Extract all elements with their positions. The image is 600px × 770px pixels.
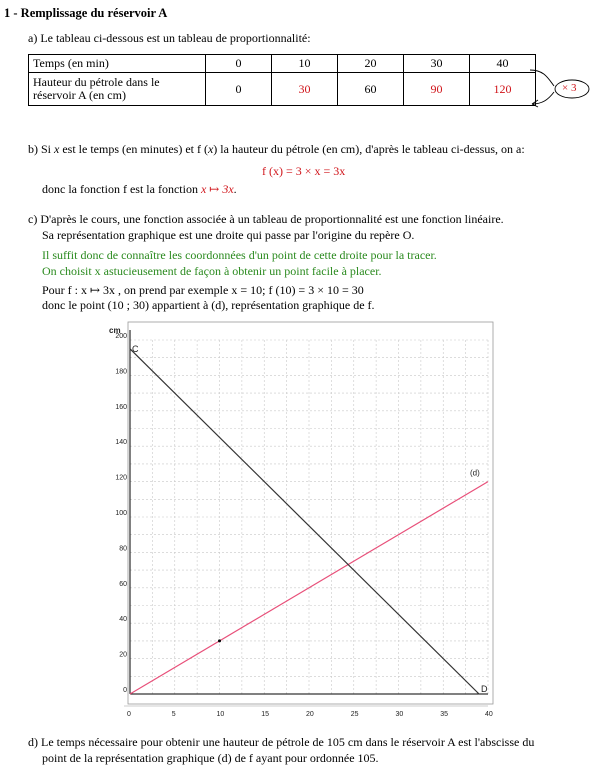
graph [100,320,500,720]
table-cell: 90 [404,73,470,106]
y-axis-label: cm [109,326,121,335]
y-tick-label: 20 [119,651,127,659]
grid [130,340,488,694]
x-tick-label: 5 [171,711,176,718]
var-x: x [207,142,214,156]
y-tick-label: 0 [123,687,127,694]
y-tick-label: 60 [119,580,127,588]
point-c-label: C [132,343,139,354]
row-label-line: Hauteur du pétrole dans le [33,75,160,89]
y-tick-label: 40 [119,616,127,624]
text: donc la fonction f est la fonction [42,182,201,196]
x-tick-label: 35 [440,711,449,718]
table-row [29,73,536,106]
point-d-label: D [481,684,488,694]
y-tick-label: 200 [115,333,127,340]
table-cell: 40 [470,55,536,73]
table-cell: 20 [338,55,404,73]
row-label-height [29,73,206,106]
part-c-line6: donc le point (10 ; 30) appartient à (d), représentation graphique de f. [42,298,375,312]
part-c-hint2: On choisit x astucieusement de façon à obtenir un point facile à placer. [42,264,382,278]
x-tick-label: 0 [127,711,131,718]
text: b) Si [28,142,55,156]
table-cell: 120 [470,73,536,106]
row-label-line: réservoir A (en cm) [33,88,126,102]
table-cell: 0 [206,55,272,73]
part-c-line1: c) D'après le cours, une fonction associée à un tableau de proportionnalité est une fonction linéaire. [28,212,504,226]
y-tick-label: 80 [119,545,127,553]
y-tick-label: 160 [115,403,127,411]
part-b-line1 [28,142,525,157]
table-row [29,55,536,73]
line-d-label: (d) [470,468,480,478]
table-cell: 30 [404,55,470,73]
table-cell: 60 [338,73,404,106]
y-tick-label: 100 [115,510,127,517]
x-tick-label: 40 [485,711,493,718]
y-tick-label: 140 [115,439,127,447]
text: est le temps (en minutes) et f ( [59,142,208,156]
x-tick-label: 20 [306,711,314,718]
section-heading: 1 - Remplissage du réservoir A [4,6,168,20]
table-cell: 30 [272,73,338,106]
part-b-line3 [42,182,237,197]
table-cell: 0 [206,73,272,106]
part-d-line2: point de la représentation graphique (d) de f ayant pour ordonnée 105. [42,751,379,765]
x-tick-label: 30 [395,711,404,718]
part-c-hint1: Il suffit donc de connaître les coordonnées d'un point de cette droite pour la tracer. [42,248,437,262]
x-tick-label: 10 [216,711,225,718]
plot-frame [128,322,493,704]
y-tick-label: 120 [115,474,127,482]
part-c-line5: Pour f : x ↦ 3x , on prend par exemple x = 10; f (10) = 3 × 10 = 30 [42,283,364,297]
y-tick-label: 180 [115,368,127,376]
var-x: x [54,142,60,156]
part-d-line1: d) Le temps nécessaire pour obtenir une hauteur de pétrole de 105 cm dans le réservoir A est l'abscisse du [28,735,535,749]
x-tick-label: 25 [350,711,359,718]
row-label-time: Temps (en min) [29,55,206,73]
text: ) la hauteur du pétrole (en cm), d'après le tableau ci-dessus, on a: [213,142,525,156]
table-cell: 10 [272,55,338,73]
proportionality-table [28,54,536,106]
x-tick-label: 15 [261,711,270,718]
multiplier-label: × 3 [562,82,577,94]
part-c-line2: Sa représentation graphique est une droite qui passe par l'origine du repère O. [42,228,415,242]
function-map: x ↦ 3x [200,182,234,196]
point-10-30 [218,639,221,642]
part-a-intro: a) Le tableau ci-dessous est un tableau de proportionnalité: [28,31,311,45]
text: . [233,182,237,196]
formula: f (x) = 3 × x = 3x [262,164,346,178]
